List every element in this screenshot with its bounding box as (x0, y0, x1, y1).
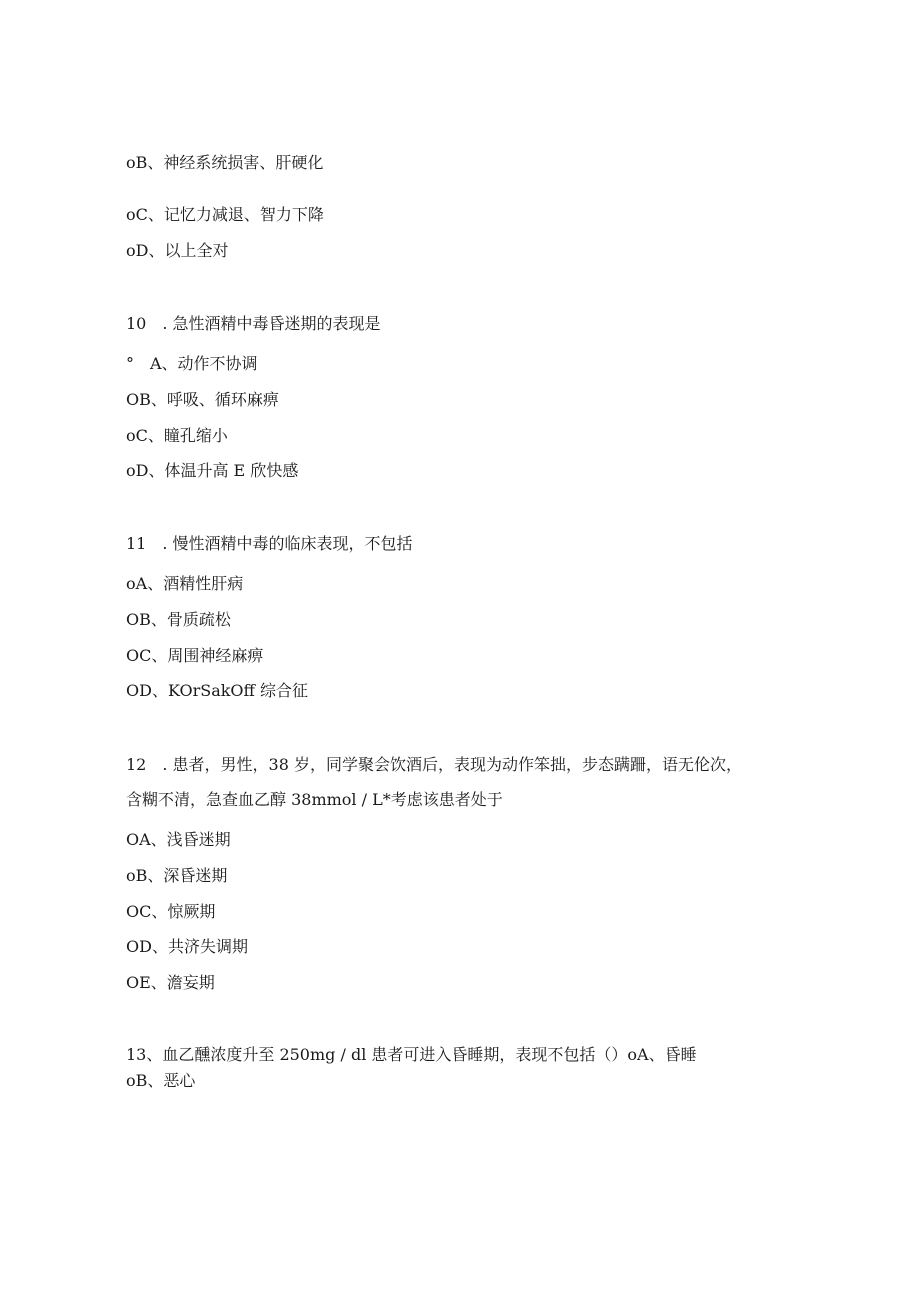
q10-option-b: OB、呼吸、循环麻痹 (126, 390, 279, 409)
q9-option-c: oC、记忆力减退、智力下降 (126, 205, 324, 224)
q11-stem: 11 . 慢性酒精中毒的临床表现，不包括 (126, 534, 413, 553)
q11-option-d: OD、KOrSakOff 综合征 (126, 681, 309, 700)
q12-option-e: OE、澹妄期 (126, 973, 215, 992)
q11-option-b: OB、骨质疏松 (126, 610, 231, 629)
q9-option-d: oD、以上全对 (126, 241, 229, 260)
q11-option-a: oA、酒精性肝病 (126, 574, 244, 593)
q12-option-c: OC、惊厥期 (126, 902, 216, 921)
q12-stem-line2: 含糊不清，急查血乙醇 38mmol / L*考虑该患者处于 (126, 790, 503, 809)
q11-option-c: OC、周围神经麻痹 (126, 646, 264, 665)
q13-option-b: oB、恶心 (126, 1071, 196, 1090)
q9-option-b: oB、神经系统损害、肝硬化 (126, 153, 324, 172)
q12-option-b: oB、深昏迷期 (126, 866, 228, 885)
q10-option-c: oC、瞳孔缩小 (126, 426, 228, 445)
q12-stem-line1: 12 . 患者，男性，38 岁，同学聚会饮酒后，表现为动作笨拙，步态蹒跚，语无伦次， (126, 755, 742, 774)
q12-option-d: OD、共济失调期 (126, 937, 248, 956)
q10-stem: 10 . 急性酒精中毒昏迷期的表现是 (126, 314, 381, 333)
q12-option-a: OA、浅昏迷期 (126, 830, 231, 849)
q10-option-d: oD、体温升高 E 欣快感 (126, 461, 299, 480)
q10-option-a: ° A、动作不协调 (126, 354, 258, 373)
q13-stem: 13、血乙醺浓度升至 250mg / dl 患者可进入昏睡期，表现不包括（）oA、昏睡 (126, 1045, 697, 1064)
